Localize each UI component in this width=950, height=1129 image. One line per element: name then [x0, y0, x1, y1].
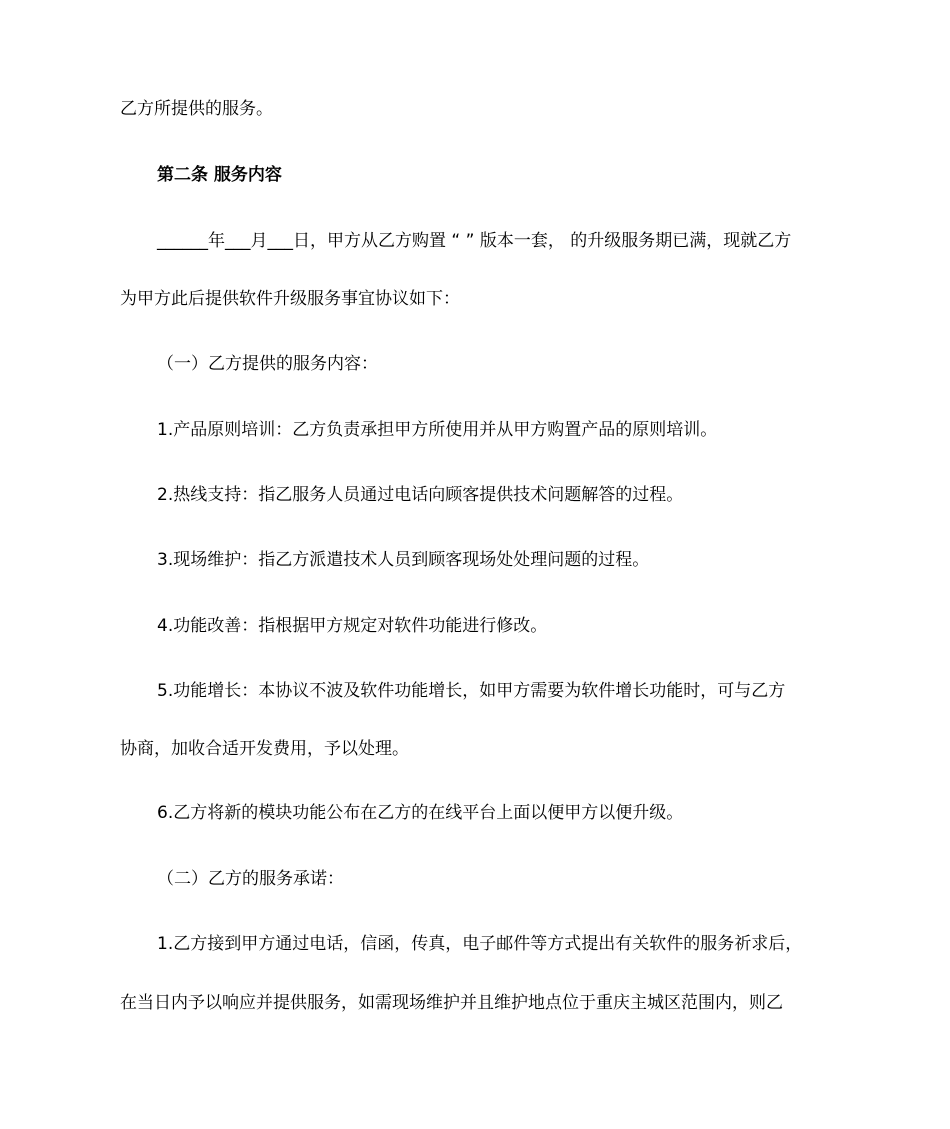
paragraph-line: 在当日内予以响应并提供服务，如需现场维护并且维护地点位于重庆主城区范围内，则乙: [120, 993, 783, 1013]
paragraph-line: 协商，加收合适开发费用，予以处理。: [120, 739, 409, 759]
section-heading: 第二条 服务内容: [157, 165, 282, 185]
list-item: 1.产品原则培训：乙方负责承担甲方所使用并从甲方购置产品的原则培训。: [157, 420, 718, 440]
list-item: 6.乙方将新的模块功能公布在乙方的在线平台上面以便甲方以便升级。: [157, 803, 684, 823]
paragraph-line: 乙方所提供的服务。: [120, 99, 273, 119]
list-item: 5.功能增长：本协议不波及软件功能增长，如甲方需要为软件增长功能时，可与乙方: [157, 681, 786, 701]
subsection-heading: （二）乙方的服务承诺：: [157, 869, 344, 889]
list-item: 3.现场维护：指乙方派遣技术人员到顾客现场处处理问题的过程。: [157, 550, 650, 570]
list-item: 2.热线支持：指乙服务人员通过电话向顾客提供技术问题解答的过程。: [157, 485, 684, 505]
paragraph-line: ______年___月___日，甲方从乙方购置 “ ” 版本一套， 的升级服务期已满，现就乙方: [157, 231, 792, 251]
list-item: 1.乙方接到甲方通过电话，信函，传真，电子邮件等方式提出有关软件的服务祈求后，: [157, 934, 803, 954]
subsection-heading: （一）乙方提供的服务内容：: [157, 354, 378, 374]
list-item: 4.功能改善：指根据甲方规定对软件功能进行修改。: [157, 616, 548, 636]
paragraph-line: 为甲方此后提供软件升级服务事宜协议如下：: [120, 289, 460, 309]
